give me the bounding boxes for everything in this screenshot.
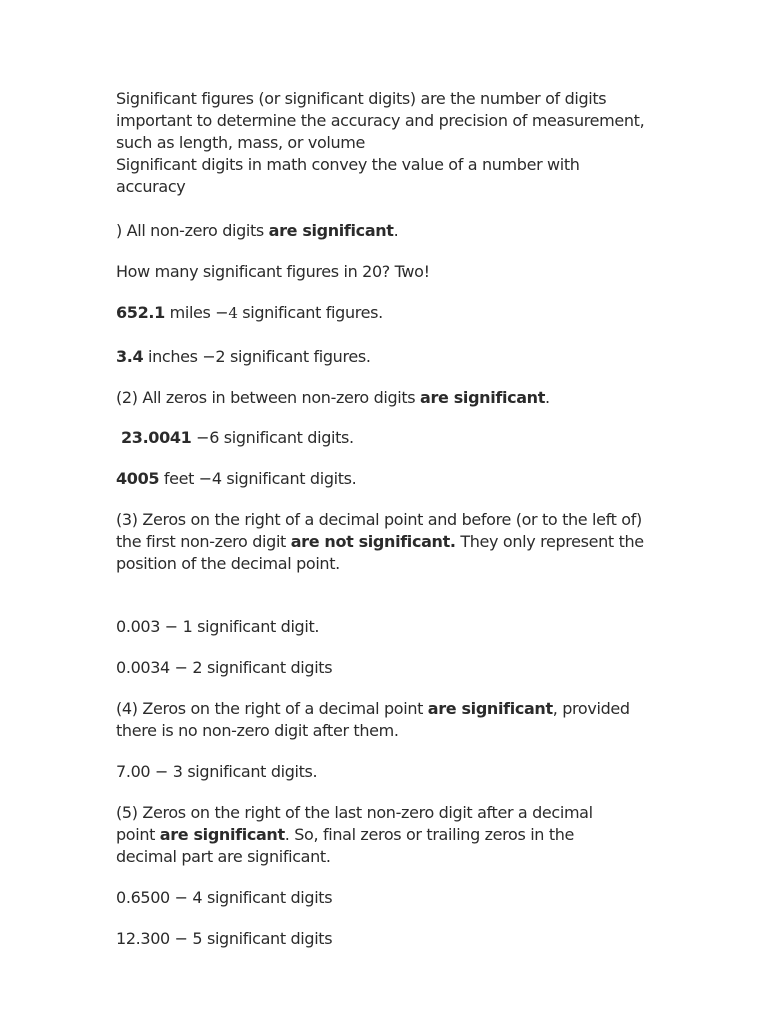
rule-3-suffix: They only represent the position of the decimal point. <box>116 532 644 573</box>
rule-4-suffix: , provided there is no non-zero digit after them. <box>116 699 630 740</box>
rule-3-bold: are not significant. <box>290 532 456 551</box>
example-652-text: significant figures. <box>237 303 383 322</box>
rule-3-text: (3) Zeros on the right of a decimal point and before (or to the left of) the first non-zero digit <box>116 510 642 551</box>
rule-2-text: (2) All zeros in between non-zero digits <box>116 388 421 407</box>
rule-4-text: (4) Zeros on the right of a decimal point <box>116 699 428 718</box>
example-0-6500: 0.6500 − 4 significant digits <box>116 888 333 907</box>
example-3-4 <box>116 346 656 368</box>
rule-2 <box>116 387 656 409</box>
document-body <box>116 88 656 950</box>
example-4005-text: feet −4 significant digits. <box>159 469 357 488</box>
intro-line-1: Significant figures (or significant digits) are the number of digits important to determine the accuracy and precision of measurement, such as length, mass, or volume <box>116 89 645 152</box>
rule-1 <box>116 220 656 242</box>
rule-4-bold: are significant <box>427 699 553 718</box>
rule-4 <box>116 698 636 742</box>
example-4005-value: 4005 <box>116 469 160 488</box>
rule-5-bold: are significant <box>159 825 285 844</box>
question-line: How many significant figures in 20? Two! <box>116 262 430 281</box>
example-652-unit: miles − <box>164 303 229 322</box>
rule-5-suffix: . So, final zeros or trailing zeros in the decimal part are significant. <box>116 825 575 866</box>
rule-2-suffix: . <box>545 388 550 407</box>
example-652-value: 652.1 <box>116 303 165 322</box>
example-0-003: 0.003 − 1 significant digit. <box>116 617 320 636</box>
rule-1-text: ) All non-zero digits <box>116 221 269 240</box>
example-4005 <box>116 468 656 490</box>
rule-1-suffix: . <box>393 221 399 240</box>
example-23-0041 <box>116 427 656 449</box>
example-7-00: 7.00 − 3 significant digits. <box>116 762 318 781</box>
example-652-count: 4 <box>228 304 238 322</box>
example-23-0041-value: 23.0041 <box>121 428 192 447</box>
rule-1-bold: are significant <box>268 221 394 240</box>
example-3-4-value: 3.4 <box>116 347 144 366</box>
example-652 <box>116 302 656 324</box>
intro-paragraph <box>116 88 646 198</box>
example-0-0034: 0.0034 − 2 significant digits <box>116 658 333 677</box>
example-3-4-text: inches −2 significant figures. <box>143 347 371 366</box>
rule-2-bold: are significant <box>420 388 546 407</box>
rule-5-text: (5) Zeros on the right of the last non-zero digit after a decimal point <box>116 803 593 844</box>
example-23-0041-text: −6 significant digits. <box>191 428 354 447</box>
intro-line-2: Significant digits in math convey the value of a number with accuracy <box>116 155 580 196</box>
rule-5 <box>116 802 636 868</box>
example-12-300: 12.300 − 5 significant digits <box>116 929 333 948</box>
rule-3 <box>116 509 648 575</box>
